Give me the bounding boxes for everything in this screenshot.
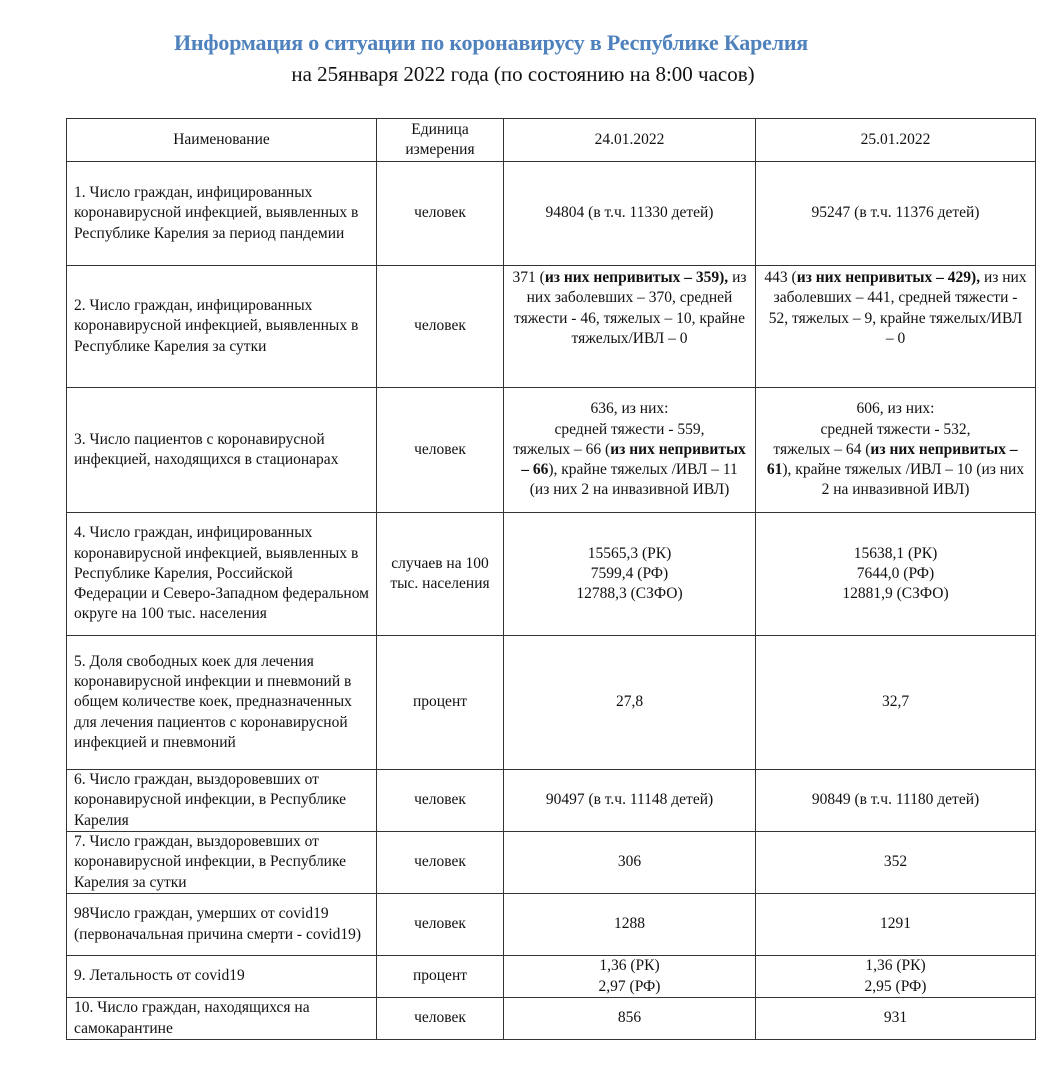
row-name: 3. Число пациентов с коронавирусной инфекцией, находящихся в стационарах xyxy=(67,388,377,513)
row-unit: процент xyxy=(377,636,504,770)
covid-stats-table xyxy=(66,118,1036,1040)
row-value-date-2: 95247 (в т.ч. 11376 детей) xyxy=(756,162,1036,266)
row-value-date-2 xyxy=(756,388,1036,513)
table-row xyxy=(67,388,1036,513)
value-text: 371 ( xyxy=(512,269,545,286)
row-value-date-1 xyxy=(504,513,756,636)
row-value-date-1: 306 xyxy=(504,832,756,894)
table-row xyxy=(67,770,1036,832)
row-unit: человек xyxy=(377,162,504,266)
value-line: 12881,9 (СЗФО) xyxy=(842,585,949,603)
row-name: 4. Число граждан, инфицированных коронавирусной инфекцией, выявленных в Республике Карелия, Российской Федерации и Северо-Западном федеральном округе на 100 тыс. населения xyxy=(67,513,377,636)
table-row xyxy=(67,162,1036,266)
row-unit: процент xyxy=(377,956,504,998)
value-bold-text: из них непривитых – 359), xyxy=(544,269,729,286)
row-name: 7. Число граждан, выздоровевших от коронавирусной инфекции, в Республике Карелия за сутки xyxy=(67,832,377,894)
column-header-unit: Единица измерения xyxy=(377,119,504,162)
value-text: из них заболевших – 370, средней тяжести - 46, тяжелых – 10, крайне тяжелых/ИВЛ – 0 xyxy=(514,269,747,347)
value-text: тяжелых – 66 ( xyxy=(513,440,611,458)
value-text: 606, из них: xyxy=(856,400,935,418)
table-row xyxy=(67,636,1036,770)
column-header-name: Наименование xyxy=(67,119,377,162)
value-text: ), крайне тяжелых /ИВЛ – 11 (из них 2 на инвазивной ИВЛ) xyxy=(529,461,738,499)
row-name: 1. Число граждан, инфицированных коронавирусной инфекцией, выявленных в Республике Карелия за период пандемии xyxy=(67,162,377,266)
table-row xyxy=(67,956,1036,998)
row-value-date-2 xyxy=(756,956,1036,998)
row-unit: случаев на 100 тыс. населения xyxy=(377,513,504,636)
value-bold-text: из них непривитых – 66 xyxy=(521,440,746,479)
row-value-date-1: 1288 xyxy=(504,894,756,956)
document-title: Информация о ситуации по коронавирусу в Республике Карелия xyxy=(173,30,809,55)
value-text: тяжелых – 64 ( xyxy=(773,440,871,458)
value-line: 7599,4 (РФ) xyxy=(590,564,669,582)
value-text: из них заболевших – 441, средней тяжести - 52, тяжелых – 9, крайне тяжелых/ИВЛ – 0 xyxy=(768,269,1027,347)
value-text: 636, из них: xyxy=(590,400,669,418)
row-name: 2. Число граждан, инфицированных коронавирусной инфекцией, выявленных в Республике Карелия за сутки xyxy=(67,266,377,388)
value-line: 1,36 (РК) xyxy=(599,957,660,975)
row-value-date-2: 1291 xyxy=(756,894,1036,956)
row-unit: человек xyxy=(377,832,504,894)
column-header-date-1: 24.01.2022 xyxy=(504,119,756,162)
row-value-date-2: 931 xyxy=(756,998,1036,1040)
row-value-date-1 xyxy=(504,388,756,513)
table-row xyxy=(67,832,1036,894)
value-line: 2,95 (РФ) xyxy=(864,977,927,995)
table-row xyxy=(67,894,1036,956)
table-header-row xyxy=(67,119,1036,162)
row-value-date-2: 32,7 xyxy=(756,636,1036,770)
row-name: 10. Число граждан, находящихся на самокарантине xyxy=(67,998,377,1040)
row-value-date-1: 27,8 xyxy=(504,636,756,770)
value-line: 7644,0 (РФ) xyxy=(856,564,935,582)
column-header-date-2: 25.01.2022 xyxy=(756,119,1036,162)
value-text: средней тяжести - 532, xyxy=(820,420,971,438)
value-text: 443 ( xyxy=(764,269,797,286)
value-text: ), крайне тяжелых /ИВЛ – 10 (из них 2 на инвазивной ИВЛ) xyxy=(782,461,1025,499)
value-line: 15638,1 (РК) xyxy=(853,544,938,562)
row-value-date-1: 856 xyxy=(504,998,756,1040)
row-value-date-2: 90849 (в т.ч. 11180 детей) xyxy=(756,770,1036,832)
row-value-date-1 xyxy=(504,956,756,998)
value-line: 12788,3 (СЗФО) xyxy=(576,585,683,603)
row-value-date-1: 90497 (в т.ч. 11148 детей) xyxy=(504,770,756,832)
row-value-date-1 xyxy=(504,266,756,388)
row-value-date-2 xyxy=(756,266,1036,388)
row-unit: человек xyxy=(377,998,504,1040)
table-row xyxy=(67,513,1036,636)
value-bold-text: из них непривитых – 429), xyxy=(796,269,981,286)
document-subtitle: на 25января 2022 года (по состоянию на 8:00 часов) xyxy=(291,62,755,86)
value-line: 2,97 (РФ) xyxy=(598,977,661,995)
row-value-date-1: 94804 (в т.ч. 11330 детей) xyxy=(504,162,756,266)
row-name: 98Число граждан, умерших от covid19 (первоначальная причина смерти - covid19) xyxy=(67,894,377,956)
row-unit: человек xyxy=(377,894,504,956)
row-unit: человек xyxy=(377,266,504,388)
value-bold-text: из них непривитых – 61 xyxy=(766,440,1018,479)
row-unit: человек xyxy=(377,388,504,513)
row-unit: человек xyxy=(377,770,504,832)
row-value-date-2 xyxy=(756,513,1036,636)
row-value-date-2: 352 xyxy=(756,832,1036,894)
table-row xyxy=(67,998,1036,1040)
value-text: средней тяжести - 559, xyxy=(554,420,705,438)
value-line: 15565,3 (РК) xyxy=(587,544,672,562)
table-row xyxy=(67,266,1036,388)
row-name: 9. Летальность от covid19 xyxy=(67,956,377,998)
value-line: 1,36 (РК) xyxy=(865,957,926,975)
row-name: 6. Число граждан, выздоровевших от коронавирусной инфекции, в Республике Карелия xyxy=(67,770,377,832)
row-name: 5. Доля свободных коек для лечения коронавирусной инфекции и пневмоний в общем количестве коек, предназначенных для лечения пациентов с коронавирусной инфекцией и пневмоний xyxy=(67,636,377,770)
